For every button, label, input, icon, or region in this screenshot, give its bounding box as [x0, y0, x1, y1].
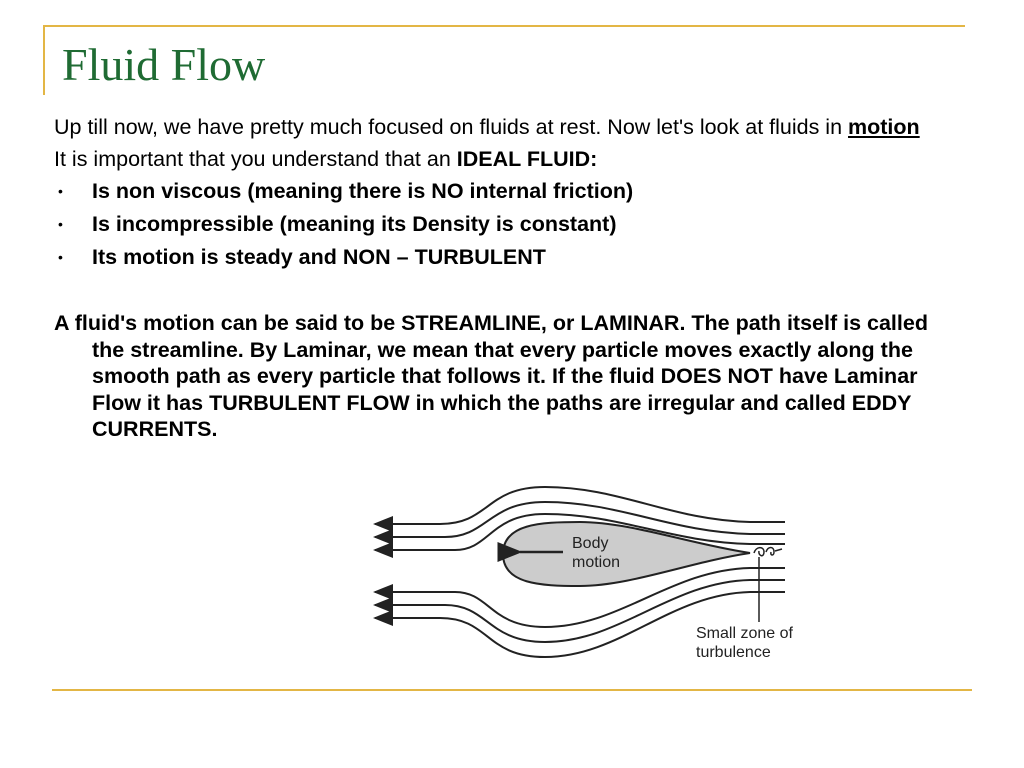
left-border-line [43, 25, 45, 95]
ideal-fluid-list [54, 178, 959, 270]
ideal-fluid-label: IDEAL FLUID: [456, 147, 598, 171]
bullet-icon: • [58, 249, 63, 265]
streamline-1 [375, 487, 785, 524]
motion-word: motion [848, 115, 920, 139]
slide-title: Fluid Flow [62, 39, 266, 90]
streamline-diagram [370, 482, 820, 672]
bullet-text: Is incompressible (meaning its Density is constant) [92, 212, 617, 236]
intro-paragraph [54, 114, 959, 140]
bullet-text: Is non viscous (meaning there is NO internal friction) [92, 179, 634, 203]
ideal-fluid-line [54, 146, 959, 172]
bullet-text: Its motion is steady and NON – TURBULENT [92, 245, 546, 269]
top-border-line [43, 25, 965, 27]
spacer [54, 277, 959, 310]
ideal-prefix: It is important that you understand that an [54, 147, 457, 171]
body-label-line1: Body [572, 535, 609, 552]
intro-text: Up till now, we have pretty much focused on fluids at rest. Now let's look at fluids in [54, 115, 849, 139]
streamline-paragraph: A fluid's motion can be said to be STREAMLINE, or LAMINAR. The path itself is called the streamline. By Laminar, we mean that every particle moves exactly along the smooth path as every particle that follows it. If the fluid DOES NOT have Laminar Flow it has TURBULENT FLOW in which the paths are irregular and called EDDY CURRENTS. [54, 311, 928, 441]
bottom-border-line [52, 689, 972, 691]
bullet-icon: • [58, 183, 63, 199]
body-label-line2: motion [572, 554, 621, 571]
slide-body [54, 114, 959, 443]
turbulence-swirl-icon [754, 548, 782, 556]
turbulence-label-line2: turbulence [696, 644, 771, 661]
list-item [54, 178, 959, 204]
list-item [54, 211, 959, 237]
list-item [54, 244, 959, 270]
turbulence-label-line1: Small zone of [696, 625, 793, 642]
bullet-icon: • [58, 216, 63, 232]
